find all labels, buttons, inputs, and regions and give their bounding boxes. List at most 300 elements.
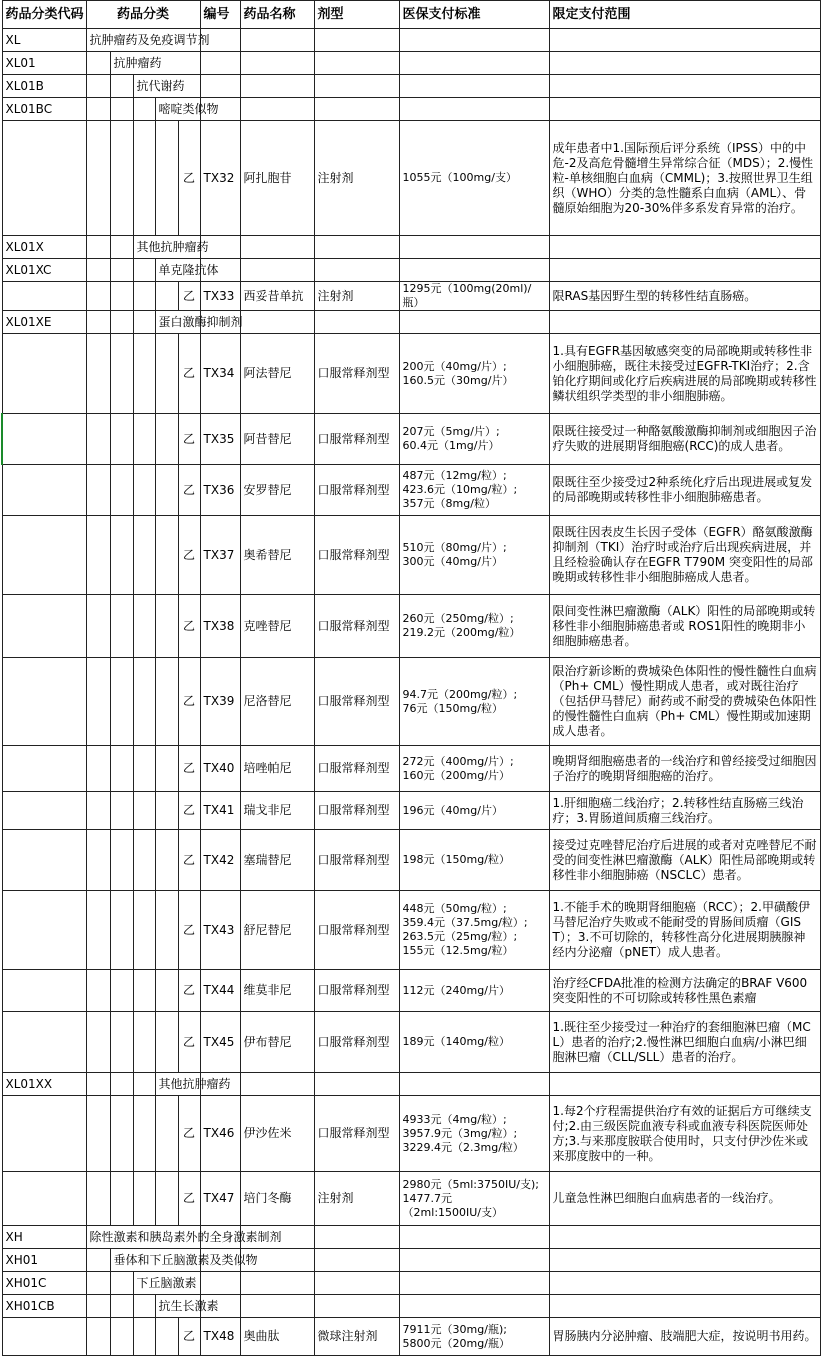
- price-standard: [399, 658, 549, 746]
- indent-cell: [86, 1272, 110, 1295]
- category-row: [2, 1295, 820, 1318]
- insurance-grade: 乙: [178, 282, 200, 311]
- empty-cell: [240, 1295, 314, 1318]
- indent-cell: [110, 746, 133, 792]
- payment-scope: 1.每2个疗程需提供治疗有效的证据后方可继续支付;2.由三级医院血液专科或血液专科医院医师处方;3.与来那度胺联合使用时，只支付伊沙佐米或来那度胺中的一种。: [549, 1096, 820, 1172]
- indent-cell: [155, 121, 178, 236]
- price-line: 7911元（30mg/瓶);: [402, 1322, 507, 1336]
- drug-code-cell: [2, 334, 86, 414]
- indent-cell: [133, 1012, 155, 1073]
- empty-cell: [314, 1295, 399, 1318]
- category-label: 抗生长激素: [155, 1295, 200, 1318]
- category-code: XL01: [2, 52, 86, 75]
- price-line: 448元（50mg/粒）;: [402, 902, 507, 915]
- price-line: 189元（140mg/粒）: [402, 1035, 510, 1048]
- dosage-form: 口服常释剂型: [314, 414, 399, 465]
- drug-row: [2, 746, 820, 792]
- drug-row: [2, 1318, 820, 1356]
- price-standard: [399, 282, 549, 311]
- category-label: 垂体和下丘脑激素及类似物: [110, 1249, 200, 1272]
- category-row: [2, 236, 820, 259]
- indent-cell: [86, 595, 110, 658]
- indent-cell: [155, 595, 178, 658]
- indent-cell: [155, 334, 178, 414]
- indent-cell: [133, 98, 155, 121]
- drug-number: TX35: [200, 414, 240, 465]
- empty-cell: [200, 52, 240, 75]
- empty-cell: [549, 236, 820, 259]
- drug-code-cell: [2, 1096, 86, 1172]
- insurance-grade: 乙: [178, 1012, 200, 1073]
- indent-cell: [110, 75, 133, 98]
- drug-row: [2, 830, 820, 891]
- empty-cell: [240, 311, 314, 334]
- indent-cell: [133, 414, 155, 465]
- category-label: 其他抗肿瘤药: [133, 236, 200, 259]
- empty-cell: [314, 29, 399, 52]
- price-line: 196元（40mg/片）: [402, 803, 503, 817]
- price-line: 300元（40mg/片）: [402, 555, 503, 568]
- drug-number: TX39: [200, 658, 240, 746]
- payment-scope: 限治疗新诊断的费城染色体阳性的慢性髓性白血病（Ph+ CML）慢性期成人患者，或对既往治疗（包括伊马替尼）耐药或不耐受的费城染色体阳性的慢性髓性白血病（Ph+ CML）慢性期或加速期成人患者。: [549, 658, 820, 746]
- price-line: 510元（80mg/片）;: [402, 541, 507, 554]
- indent-cell: [133, 465, 155, 516]
- header-no: 编号: [200, 1, 240, 29]
- price-line: 5800元（20mg/瓶）: [402, 1336, 510, 1350]
- drug-name: 舒尼替尼: [240, 891, 314, 970]
- indent-cell: [110, 792, 133, 830]
- indent-cell: [86, 98, 110, 121]
- indent-cell: [110, 414, 133, 465]
- empty-cell: [399, 259, 549, 282]
- indent-cell: [155, 970, 178, 1012]
- drug-row: [2, 516, 820, 595]
- category-row: [2, 311, 820, 334]
- insurance-grade: 乙: [178, 830, 200, 891]
- drug-name: 瑞戈非尼: [240, 792, 314, 830]
- empty-cell: [314, 1249, 399, 1272]
- indent-cell: [86, 52, 110, 75]
- indent-cell: [133, 334, 155, 414]
- price-standard: [399, 746, 549, 792]
- indent-cell: [86, 311, 110, 334]
- category-label: 抗代谢药: [133, 75, 200, 98]
- header-code: 药品分类代码: [2, 1, 86, 29]
- drug-number: TX38: [200, 595, 240, 658]
- category-row: [2, 1226, 820, 1249]
- drug-row: [2, 891, 820, 970]
- indent-cell: [110, 1096, 133, 1172]
- dosage-form: 口服常释剂型: [314, 658, 399, 746]
- dosage-form: 口服常释剂型: [314, 465, 399, 516]
- empty-cell: [549, 1226, 820, 1249]
- empty-cell: [399, 1226, 549, 1249]
- drug-code-cell: [2, 658, 86, 746]
- price-standard: [399, 1096, 549, 1172]
- drug-code-cell: [2, 414, 86, 465]
- insurance-grade: 乙: [178, 414, 200, 465]
- drug-number: TX42: [200, 830, 240, 891]
- indent-cell: [86, 1318, 110, 1356]
- empty-cell: [200, 1272, 240, 1295]
- indent-cell: [86, 1172, 110, 1226]
- drug-number: TX45: [200, 1012, 240, 1073]
- indent-cell: [110, 891, 133, 970]
- indent-cell: [86, 1012, 110, 1073]
- insurance-grade: 乙: [178, 1318, 200, 1356]
- drug-row: [2, 792, 820, 830]
- price-standard: [399, 516, 549, 595]
- price-line: 160元（200mg/片）: [402, 768, 510, 782]
- empty-cell: [314, 98, 399, 121]
- price-standard: [399, 830, 549, 891]
- empty-cell: [240, 1073, 314, 1096]
- category-code: XL01X: [2, 236, 86, 259]
- category-code: XH01C: [2, 1272, 86, 1295]
- indent-cell: [155, 1318, 178, 1356]
- price-line: 155元（12.5mg/粒）: [402, 944, 514, 957]
- category-label: 下丘脑激素: [133, 1272, 200, 1295]
- indent-cell: [86, 236, 110, 259]
- indent-cell: [110, 830, 133, 891]
- empty-cell: [240, 98, 314, 121]
- price-standard: [399, 414, 549, 465]
- price-line: 1477.7元: [402, 1191, 453, 1205]
- price-line: 359.4元（37.5mg/粒）;: [402, 916, 528, 929]
- indent-cell: [133, 259, 155, 282]
- empty-cell: [399, 1295, 549, 1318]
- dosage-form: 口服常释剂型: [314, 334, 399, 414]
- empty-cell: [314, 1073, 399, 1096]
- indent-cell: [110, 1073, 133, 1096]
- insurance-grade: 乙: [178, 516, 200, 595]
- indent-cell: [110, 259, 133, 282]
- drug-row: [2, 282, 820, 311]
- drug-code-cell: [2, 516, 86, 595]
- indent-cell: [133, 746, 155, 792]
- empty-cell: [240, 259, 314, 282]
- indent-cell: [110, 236, 133, 259]
- indent-cell: [86, 75, 110, 98]
- indent-cell: [110, 970, 133, 1012]
- indent-cell: [86, 1096, 110, 1172]
- drug-number: TX36: [200, 465, 240, 516]
- indent-cell: [86, 414, 110, 465]
- indent-cell: [110, 1295, 133, 1318]
- indent-cell: [133, 516, 155, 595]
- category-row: [2, 259, 820, 282]
- indent-cell: [133, 891, 155, 970]
- payment-scope: 限既往因表皮生长因子受体（EGFR）酪氨酸激酶抑制剂（TKI）治疗时或治疗后出现疾病进展，并且经检验确认存在EGFR T790M 突变阳性的局部晚期或转移性非小细胞肺癌成人患者。: [549, 516, 820, 595]
- indent-cell: [86, 970, 110, 1012]
- indent-cell: [86, 465, 110, 516]
- dosage-form: 注射剂: [314, 1172, 399, 1226]
- price-line: 272元（400mg/片）;: [402, 754, 514, 768]
- indent-cell: [133, 1295, 155, 1318]
- indent-cell: [133, 595, 155, 658]
- insurance-grade: 乙: [178, 970, 200, 1012]
- insurance-grade: 乙: [178, 1172, 200, 1226]
- drug-name: 阿昔替尼: [240, 414, 314, 465]
- empty-cell: [549, 1272, 820, 1295]
- price-line: 198元（150mg/粒）: [402, 853, 510, 866]
- empty-cell: [399, 1272, 549, 1295]
- drug-list-table: [1, 0, 821, 1356]
- payment-scope: 1.肝细胞癌二线治疗；2.转移性结直肠癌三线治疗；3.胃肠道间质瘤三线治疗。: [549, 792, 820, 830]
- indent-cell: [110, 98, 133, 121]
- payment-scope: 限既往接受过一种酪氨酸激酶抑制剂或细胞因子治疗失败的进展期肾细胞癌(RCC)的成人患者。: [549, 414, 820, 465]
- drug-row: [2, 658, 820, 746]
- drug-number: TX33: [200, 282, 240, 311]
- drug-number: TX37: [200, 516, 240, 595]
- drug-code-cell: [2, 1012, 86, 1073]
- drug-code-cell: [2, 1172, 86, 1226]
- dosage-form: 口服常释剂型: [314, 891, 399, 970]
- category-row: [2, 29, 820, 52]
- drug-number: TX44: [200, 970, 240, 1012]
- category-label: 蛋白激酶抑制剂: [155, 311, 200, 334]
- empty-cell: [399, 98, 549, 121]
- empty-cell: [240, 1272, 314, 1295]
- insurance-grade: 乙: [178, 465, 200, 516]
- drug-name: 安罗替尼: [240, 465, 314, 516]
- header-form: 剂型: [314, 1, 399, 29]
- empty-cell: [240, 29, 314, 52]
- payment-scope: 接受过克唑替尼治疗后进展的或者对克唑替尼不耐受的间变性淋巴瘤激酶（ALK）阳性局部晚期或转移性非小细胞肺癌（NSCLC）患者。: [549, 830, 820, 891]
- price-line: 3229.4元（2.3mg/粒）: [402, 1140, 524, 1154]
- price-line: 207元（5mg/片）;: [402, 425, 500, 438]
- empty-cell: [240, 52, 314, 75]
- empty-cell: [399, 52, 549, 75]
- empty-cell: [314, 52, 399, 75]
- price-line: （2ml:1500IU/支）: [402, 1205, 504, 1219]
- empty-cell: [200, 75, 240, 98]
- price-standard: [399, 1172, 549, 1226]
- drug-code-cell: [2, 970, 86, 1012]
- price-line: 423.6元（10mg/粒）;: [402, 483, 518, 496]
- insurance-grade: 乙: [178, 658, 200, 746]
- indent-cell: [155, 465, 178, 516]
- dosage-form: 注射剂: [314, 121, 399, 236]
- category-code: XL01XC: [2, 259, 86, 282]
- drug-row: [2, 334, 820, 414]
- insurance-grade: 乙: [178, 334, 200, 414]
- category-label: 除性激素和胰岛素外的全身激素制剂: [86, 1226, 200, 1249]
- empty-cell: [240, 236, 314, 259]
- drug-number: TX48: [200, 1318, 240, 1356]
- indent-cell: [86, 282, 110, 311]
- drug-name: 培门冬酶: [240, 1172, 314, 1226]
- category-code: XL01B: [2, 75, 86, 98]
- drug-number: TX47: [200, 1172, 240, 1226]
- empty-cell: [549, 1295, 820, 1318]
- payment-scope: 1.具有EGFR基因敏感突变的局部晚期或转移性非小细胞肺癌，既往未接受过EGFR-TKI治疗；2.含铂化疗期间或化疗后疾病进展的局部晚期或转移性鳞状组织学类型的非小细胞肺癌。: [549, 334, 820, 414]
- drug-number: TX40: [200, 746, 240, 792]
- indent-cell: [155, 1096, 178, 1172]
- payment-scope: 儿童急性淋巴细胞白血病患者的一线治疗。: [549, 1172, 820, 1226]
- indent-cell: [110, 282, 133, 311]
- dosage-form: 口服常释剂型: [314, 746, 399, 792]
- drug-row: [2, 1172, 820, 1226]
- insurance-grade: 乙: [178, 891, 200, 970]
- empty-cell: [399, 311, 549, 334]
- indent-cell: [110, 1318, 133, 1356]
- indent-cell: [155, 891, 178, 970]
- indent-cell: [110, 1172, 133, 1226]
- drug-code-cell: [2, 1318, 86, 1356]
- drug-name: 尼洛替尼: [240, 658, 314, 746]
- drug-row: [2, 465, 820, 516]
- empty-cell: [549, 52, 820, 75]
- indent-cell: [133, 830, 155, 891]
- header-price: 医保支付标准: [399, 1, 549, 29]
- payment-scope: 1.既往至少接受过一种治疗的套细胞淋巴瘤（MCL）患者的治疗;2.慢性淋巴细胞白血病/小淋巴细胞淋巴瘤（CLL/SLL）患者的治疗。: [549, 1012, 820, 1073]
- indent-cell: [133, 121, 155, 236]
- empty-cell: [549, 75, 820, 98]
- drug-name: 阿法替尼: [240, 334, 314, 414]
- category-label: 抗肿瘤药: [110, 52, 200, 75]
- drug-code-cell: [2, 595, 86, 658]
- empty-cell: [549, 98, 820, 121]
- indent-cell: [155, 414, 178, 465]
- drug-code-cell: [2, 830, 86, 891]
- empty-cell: [240, 75, 314, 98]
- category-code: XL: [2, 29, 86, 52]
- dosage-form: 口服常释剂型: [314, 792, 399, 830]
- price-line: 112元（240mg/片）: [402, 983, 510, 997]
- price-standard: [399, 1012, 549, 1073]
- empty-cell: [314, 75, 399, 98]
- price-line: 4933元（4mg/粒）;: [402, 1112, 507, 1126]
- category-code: XL01BC: [2, 98, 86, 121]
- indent-cell: [155, 1012, 178, 1073]
- category-code: XH: [2, 1226, 86, 1249]
- indent-cell: [133, 1172, 155, 1226]
- drug-number: TX46: [200, 1096, 240, 1172]
- indent-cell: [155, 282, 178, 311]
- price-standard: [399, 891, 549, 970]
- payment-scope: 1.不能手术的晚期肾细胞癌（RCC）；2.甲磺酸伊马替尼治疗失败或不能耐受的胃肠间质瘤（GIST）；3.不可切除的，转移性高分化进展期胰腺神经内分泌瘤（pNET）成人患者。: [549, 891, 820, 970]
- price-line: 94.7元（200mg/粒）;: [402, 687, 518, 701]
- dosage-form: 口服常释剂型: [314, 516, 399, 595]
- empty-cell: [399, 236, 549, 259]
- category-row: [2, 1249, 820, 1272]
- price-standard: [399, 121, 549, 236]
- indent-cell: [133, 282, 155, 311]
- price-standard: [399, 334, 549, 414]
- empty-cell: [314, 311, 399, 334]
- drug-code-cell: [2, 746, 86, 792]
- payment-scope: 晚期肾细胞癌患者的一线治疗和曾经接受过细胞因子治疗的晚期肾细胞癌的治疗。: [549, 746, 820, 792]
- category-code: XH01: [2, 1249, 86, 1272]
- price-standard: [399, 792, 549, 830]
- price-standard: [399, 970, 549, 1012]
- price-line: 219.2元（200mg/粒）: [402, 626, 521, 639]
- drug-row: [2, 595, 820, 658]
- empty-cell: [549, 259, 820, 282]
- indent-cell: [86, 1295, 110, 1318]
- drug-number: TX32: [200, 121, 240, 236]
- indent-cell: [155, 792, 178, 830]
- price-line: 160.5元（30mg/片）: [402, 373, 514, 387]
- empty-cell: [399, 1073, 549, 1096]
- empty-cell: [549, 29, 820, 52]
- payment-scope: 限既往至少接受过2种系统化疗后出现进展或复发的局部晚期或转移性非小细胞肺癌患者。: [549, 465, 820, 516]
- drug-number: TX43: [200, 891, 240, 970]
- indent-cell: [133, 311, 155, 334]
- category-label: 抗肿瘤药及免疫调节剂: [86, 29, 200, 52]
- payment-scope: 治疗经CFDA批准的检测方法确定的BRAF V600 突变阳性的不可切除或转移性黑色素瘤: [549, 970, 820, 1012]
- category-code: XL01XE: [2, 311, 86, 334]
- drug-code-cell: [2, 792, 86, 830]
- empty-cell: [399, 29, 549, 52]
- indent-cell: [133, 792, 155, 830]
- indent-cell: [155, 1172, 178, 1226]
- drug-code-cell: [2, 891, 86, 970]
- indent-cell: [110, 121, 133, 236]
- price-line: 487元（12mg/粒）;: [402, 469, 507, 482]
- price-line: 3957.9元（3mg/粒）;: [402, 1126, 518, 1140]
- drug-name: 维莫非尼: [240, 970, 314, 1012]
- category-row: [2, 52, 820, 75]
- drug-code-cell: [2, 121, 86, 236]
- dosage-form: 口服常释剂型: [314, 595, 399, 658]
- category-label: 嘧啶类似物: [155, 98, 200, 121]
- insurance-grade: 乙: [178, 595, 200, 658]
- dosage-form: 口服常释剂型: [314, 1012, 399, 1073]
- drug-number: TX34: [200, 334, 240, 414]
- indent-cell: [110, 1272, 133, 1295]
- indent-cell: [110, 465, 133, 516]
- indent-cell: [110, 334, 133, 414]
- drug-code-cell: [2, 282, 86, 311]
- dosage-form: 口服常释剂型: [314, 830, 399, 891]
- indent-cell: [86, 746, 110, 792]
- drug-name: 奥希替尼: [240, 516, 314, 595]
- drug-code-cell: [2, 465, 86, 516]
- category-label: 单克隆抗体: [155, 259, 200, 282]
- price-line: 260元（250mg/粒）;: [402, 612, 514, 625]
- drug-row: [2, 414, 820, 465]
- header-scope: 限定支付范围: [549, 1, 820, 29]
- empty-cell: [399, 75, 549, 98]
- insurance-grade: 乙: [178, 792, 200, 830]
- drug-number: TX41: [200, 792, 240, 830]
- dosage-form: 微球注射剂: [314, 1318, 399, 1356]
- empty-cell: [549, 1073, 820, 1096]
- indent-cell: [133, 658, 155, 746]
- payment-scope: 限RAS基因野生型的转移性结直肠癌。: [549, 282, 820, 311]
- payment-scope: 限间变性淋巴瘤激酶（ALK）阳性的局部晚期或转移性非小细胞肺癌患者或 ROS1阳性的晚期非小细胞肺癌患者。: [549, 595, 820, 658]
- indent-cell: [110, 516, 133, 595]
- indent-cell: [133, 1318, 155, 1356]
- price-line: 357元（8mg/粒）: [402, 497, 496, 510]
- empty-cell: [549, 1249, 820, 1272]
- drug-name: 奥曲肽: [240, 1318, 314, 1356]
- insurance-grade: 乙: [178, 1096, 200, 1172]
- payment-scope: 胃肠胰内分泌肿瘤、肢端肥大症，按说明书用药。: [549, 1318, 820, 1356]
- indent-cell: [86, 1073, 110, 1096]
- price-line: 1295元（100mg(20ml)/瓶）: [402, 282, 532, 309]
- indent-cell: [155, 658, 178, 746]
- drug-row: [2, 1096, 820, 1172]
- empty-cell: [549, 311, 820, 334]
- indent-cell: [155, 746, 178, 792]
- category-row: [2, 98, 820, 121]
- drug-name: 伊布替尼: [240, 1012, 314, 1073]
- category-row: [2, 1272, 820, 1295]
- price-line: 1055元（100mg/支）: [402, 171, 517, 184]
